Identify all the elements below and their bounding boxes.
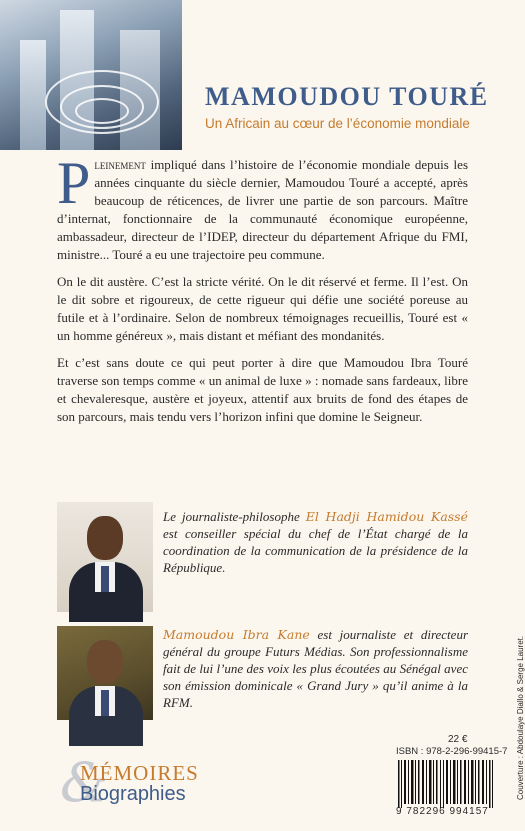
author-bio-1 [57, 502, 468, 612]
paragraph-1-text: impliqué dans l’histoire de l’économie mondiale depuis les années cinquante du siècle dernier, Mamoudou Touré a accepté, après beaucoup de réticences, de livrer une partie de son parcours. Maître d’internat, fonctionnaire de la communauté économique européenne, ambassadeur, directeur de l’IDEP, directeur du département Afrique du FMI, ministre... Touré a eu une trajectoire peu commune. [57, 157, 468, 262]
cover-credit: Couverture : Abdoulaye Diallo & Serge Lauret. [516, 635, 525, 800]
bio-text-2 [163, 626, 468, 711]
book-title: MAMOUDOU TOURÉ [205, 82, 489, 111]
isbn: ISBN : 978-2-296-99415-7 [396, 746, 508, 757]
bio-prefix: Le journaliste-philosophe [163, 509, 306, 524]
author-name-2: Mamoudou Ibra Kane [163, 627, 310, 642]
blurb-paragraph-1 [57, 150, 468, 264]
logo-biographies: Biographies [80, 783, 186, 805]
author-portrait-1 [57, 502, 153, 612]
logo-ampersand: & [60, 751, 109, 814]
bio-text-1 [163, 508, 468, 576]
barcode-number: 9 782296 994157 [396, 806, 489, 817]
book-subtitle: Un Africain au cœur de l’économie mondiale [205, 116, 470, 131]
bio-body-1: est conseiller spécial du chef de l’État chargé de la coordination de la communication de la présidence de la République. [163, 526, 468, 575]
drop-cap: P [57, 150, 91, 216]
price: 22 € [448, 734, 468, 745]
publisher-logo [60, 751, 240, 814]
bio-body-2: est journaliste et directeur général du groupe Futurs Médias. Son professionnalisme fait de lui l’une des voix les plus écoutées au Sénégal avec son émission dominicale « Grand Jury » qu’il anime à la RFM. [163, 627, 468, 710]
barcode [396, 760, 496, 808]
blurb [57, 150, 468, 435]
author-portrait-2 [57, 626, 153, 720]
author-bio-2 [57, 626, 468, 720]
blurb-paragraph-2: On le dit austère. C’est la stricte vérité. On le dit réservé et ferme. Il l’est. On le dit sobre et rigoureux, de cette rigueur qui défie une société poreuse au futile et à l’ordinaire. Selon de nombreux témoignages recueillis, Touré est « un homme généreux », mais distant et méfiant des mondanités. [57, 274, 468, 343]
logo-memoires: MÉMOIRES [80, 761, 199, 785]
lead-word: leinement [94, 157, 146, 172]
author-name-1: El Hadji Hamidou Kassé [305, 509, 468, 524]
blurb-paragraph-3: Et c’est sans doute ce qui peut porter à dire que Mamoudou Ibra Touré traverse son temps comme « un animal de luxe » : nomade sans fardeaux, libre et chevaleresque, austère et joyeux, attentif aux bruits de fond des étapes de son parcours, mais tendu vers l’horizon infini que domine le Seigneur. [57, 355, 468, 424]
cover-photo-architecture [0, 0, 182, 150]
